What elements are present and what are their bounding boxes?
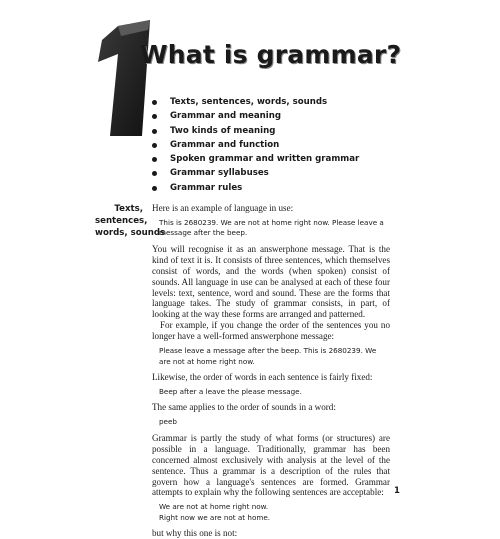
list-item (160, 138, 359, 152)
page-number: 1 (394, 486, 400, 496)
chapter-number-graphic (88, 18, 168, 138)
bullet-icon (152, 157, 157, 162)
toc-item-label: Grammar syllabuses (170, 168, 269, 179)
section-side-heading (95, 203, 166, 239)
side-heading-line: Texts, (114, 204, 143, 214)
bullet-icon (152, 100, 157, 105)
toc-item-label: Spoken grammar and written grammar (170, 154, 360, 165)
paragraph: Here is an example of language in use: (152, 203, 294, 213)
example-text: Please leave a message after the beep. This is 2680239. We are not at home right now. (159, 346, 377, 366)
paragraph: Grammar is partly the study of what forms (or structures) are possible in a language. Traditionally, grammar has been concerned almost exclusively with analysis at the level of the sentence. Thus a grammar is a description of the rules that govern how a language's sentences are formed. Grammar attempts to explain why the following sentences are acceptable: (152, 432, 390, 498)
example-text: peeb (159, 417, 177, 427)
bullet-icon (152, 186, 157, 191)
bullet-icon (152, 129, 157, 134)
example-text: We are not at home right now. (159, 502, 269, 512)
example-text: This is 2680239. We are not at home right now. Please leave a message after the beep. (159, 217, 384, 238)
bullet-icon (152, 143, 157, 148)
toc-item-label: Grammar rules (170, 182, 243, 193)
example-text: Beep after a leave the please message. (159, 386, 302, 396)
list-item (160, 124, 359, 138)
list-item (160, 109, 359, 123)
toc-item-label: Grammar and meaning (170, 111, 282, 122)
chapter-title: What is grammar? (140, 40, 402, 69)
list-item (160, 152, 359, 166)
paragraph: but why this one is not: (152, 528, 238, 539)
toc-item-label: Texts, sentences, words, sounds (170, 97, 328, 107)
side-heading-line: words, sounds (95, 228, 166, 238)
list-item (160, 166, 359, 180)
chapter-contents-list (160, 95, 359, 195)
paragraph: For example, if you change the order of the sentences you no longer have a well-formed answerphone message: (152, 320, 390, 342)
example-text: Right now we are not at home. (159, 512, 271, 522)
list-item (160, 95, 359, 109)
toc-item-label: Grammar and function (170, 139, 280, 150)
side-heading-line: sentences, (95, 216, 148, 226)
bullet-icon (152, 171, 157, 176)
paragraph: You will recognise it as an answerphone message. That is the kind of text it is. It consists of three sentences, which themselves consist of words, and the words (when spoken) consist of sounds. All language in use can be analysed at each of these four levels: text, sentence, word and sound. These are the forms that language takes. The study of grammar consists, in part, of looking at the way these forms are arranged and patterned. (152, 243, 390, 320)
paragraph: The same applies to the order of sounds in a word: (152, 402, 336, 413)
paragraph: Likewise, the order of words in each sentence is fairly fixed: (152, 372, 373, 383)
toc-item-label: Two kinds of meaning (170, 125, 276, 136)
list-item (160, 181, 359, 195)
section-body (152, 203, 390, 539)
